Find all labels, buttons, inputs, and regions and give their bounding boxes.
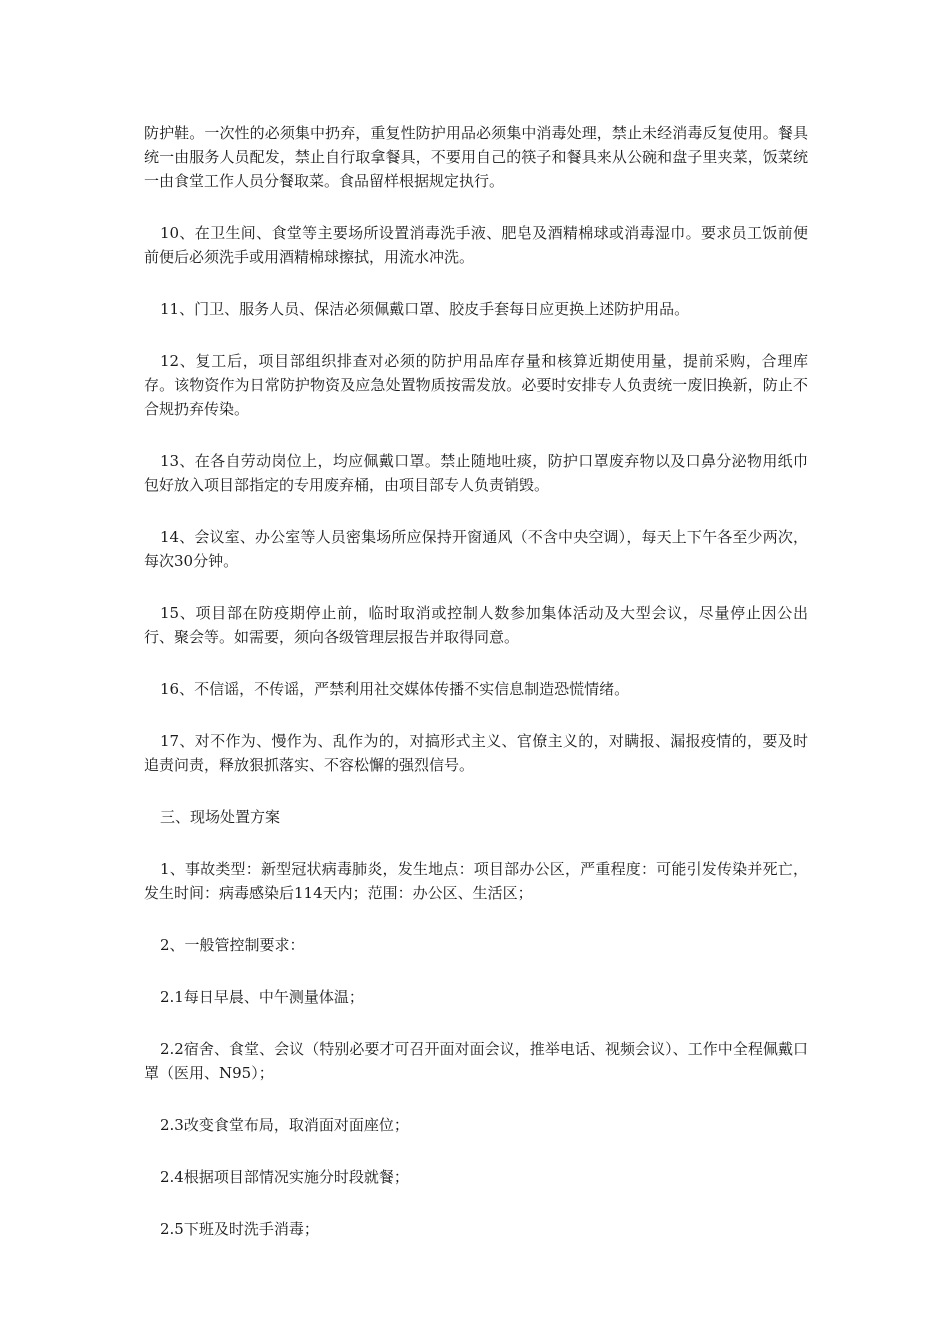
paragraph-item-17: 17、对不作为、慢作为、乱作为的，对搞形式主义、官僚主义的，对瞒报、漏报疫情的，要及时追责问责，释放狠抓落实、不容松懈的强烈信号。: [144, 732, 808, 774]
paragraph-item-12: 12、复工后，项目部组织排查对必须的防护用品库存量和核算近期使用量，提前采购，合理库存。该物资作为日常防护物资及应急处置物质按需发放。必要时安排专人负责统一废旧换新，防止不合规扔弃传染。: [144, 352, 808, 418]
paragraph-item-15: 15、项目部在防疫期停止前，临时取消或控制人数参加集体活动及大型会议，尽量停止因公出行、聚会等。如需要，须向各级管理层报告并取得同意。: [144, 604, 808, 646]
paragraph-item-14: 14、会议室、办公室等人员密集场所应保持开窗通风（不含中央空调），每天上下午各至少两次，每次30分钟。: [144, 528, 808, 570]
paragraph-item-2-1: 2.1每日早晨、中午测量体温；: [160, 988, 364, 1006]
paragraph-item-13: 13、在各自劳动岗位上，均应佩戴口罩。禁止随地吐痰，防护口罩废弃物以及口鼻分泌物用纸巾包好放入项目部指定的专用废弃桶，由项目部专人负责销毁。: [144, 452, 808, 494]
document-body: [144, 121, 808, 1269]
paragraph-item-10: 10、在卫生间、食堂等主要场所设置消毒洗手液、肥皂及酒精棉球或消毒湿巾。要求员工饭前便前便后必须洗手或用酒精棉球擦拭，用流水冲洗。: [144, 224, 808, 266]
paragraph-item-2-3: 2.3改变食堂布局，取消面对面座位；: [160, 1116, 409, 1134]
paragraph-item-2-5: 2.5下班及时洗手消毒；: [160, 1220, 319, 1238]
paragraph-general-control: 2、一般管控制要求：: [160, 936, 305, 954]
paragraph-item-2-2: 2.2宿舍、食堂、会议（特别必要才可召开面对面会议，推举电话、视频会议）、工作中全程佩戴口罩（医用、N95）；: [144, 1040, 808, 1082]
section-heading-onsite-plan: 三、现场处置方案: [160, 808, 281, 826]
paragraph-item-2-4: 2.4根据项目部情况实施分时段就餐；: [160, 1168, 409, 1186]
paragraph-protective-shoes: 防护鞋。一次性的必须集中扔弃，重复性防护用品必须集中消毒处理，禁止未经消毒反复使用。餐具统一由服务人员配发，禁止自行取拿餐具，不要用自己的筷子和餐具来从公碗和盘子里夹菜，饭菜统一由食堂工作人员分餐取菜。食品留样根据规定执行。: [144, 124, 808, 190]
paragraph-accident-type: 1、事故类型：新型冠状病毒肺炎，发生地点：项目部办公区，严重程度：可能引发传染并死亡，发生时间：病毒感染后114天内；范围：办公区、生活区；: [144, 860, 808, 902]
paragraph-item-11: 11、门卫、服务人员、保洁必须佩戴口罩、胶皮手套每日应更换上述防护用品。: [160, 300, 690, 318]
paragraph-item-16: 16、不信谣，不传谣，严禁利用社交媒体传播不实信息制造恐慌情绪。: [160, 680, 630, 698]
